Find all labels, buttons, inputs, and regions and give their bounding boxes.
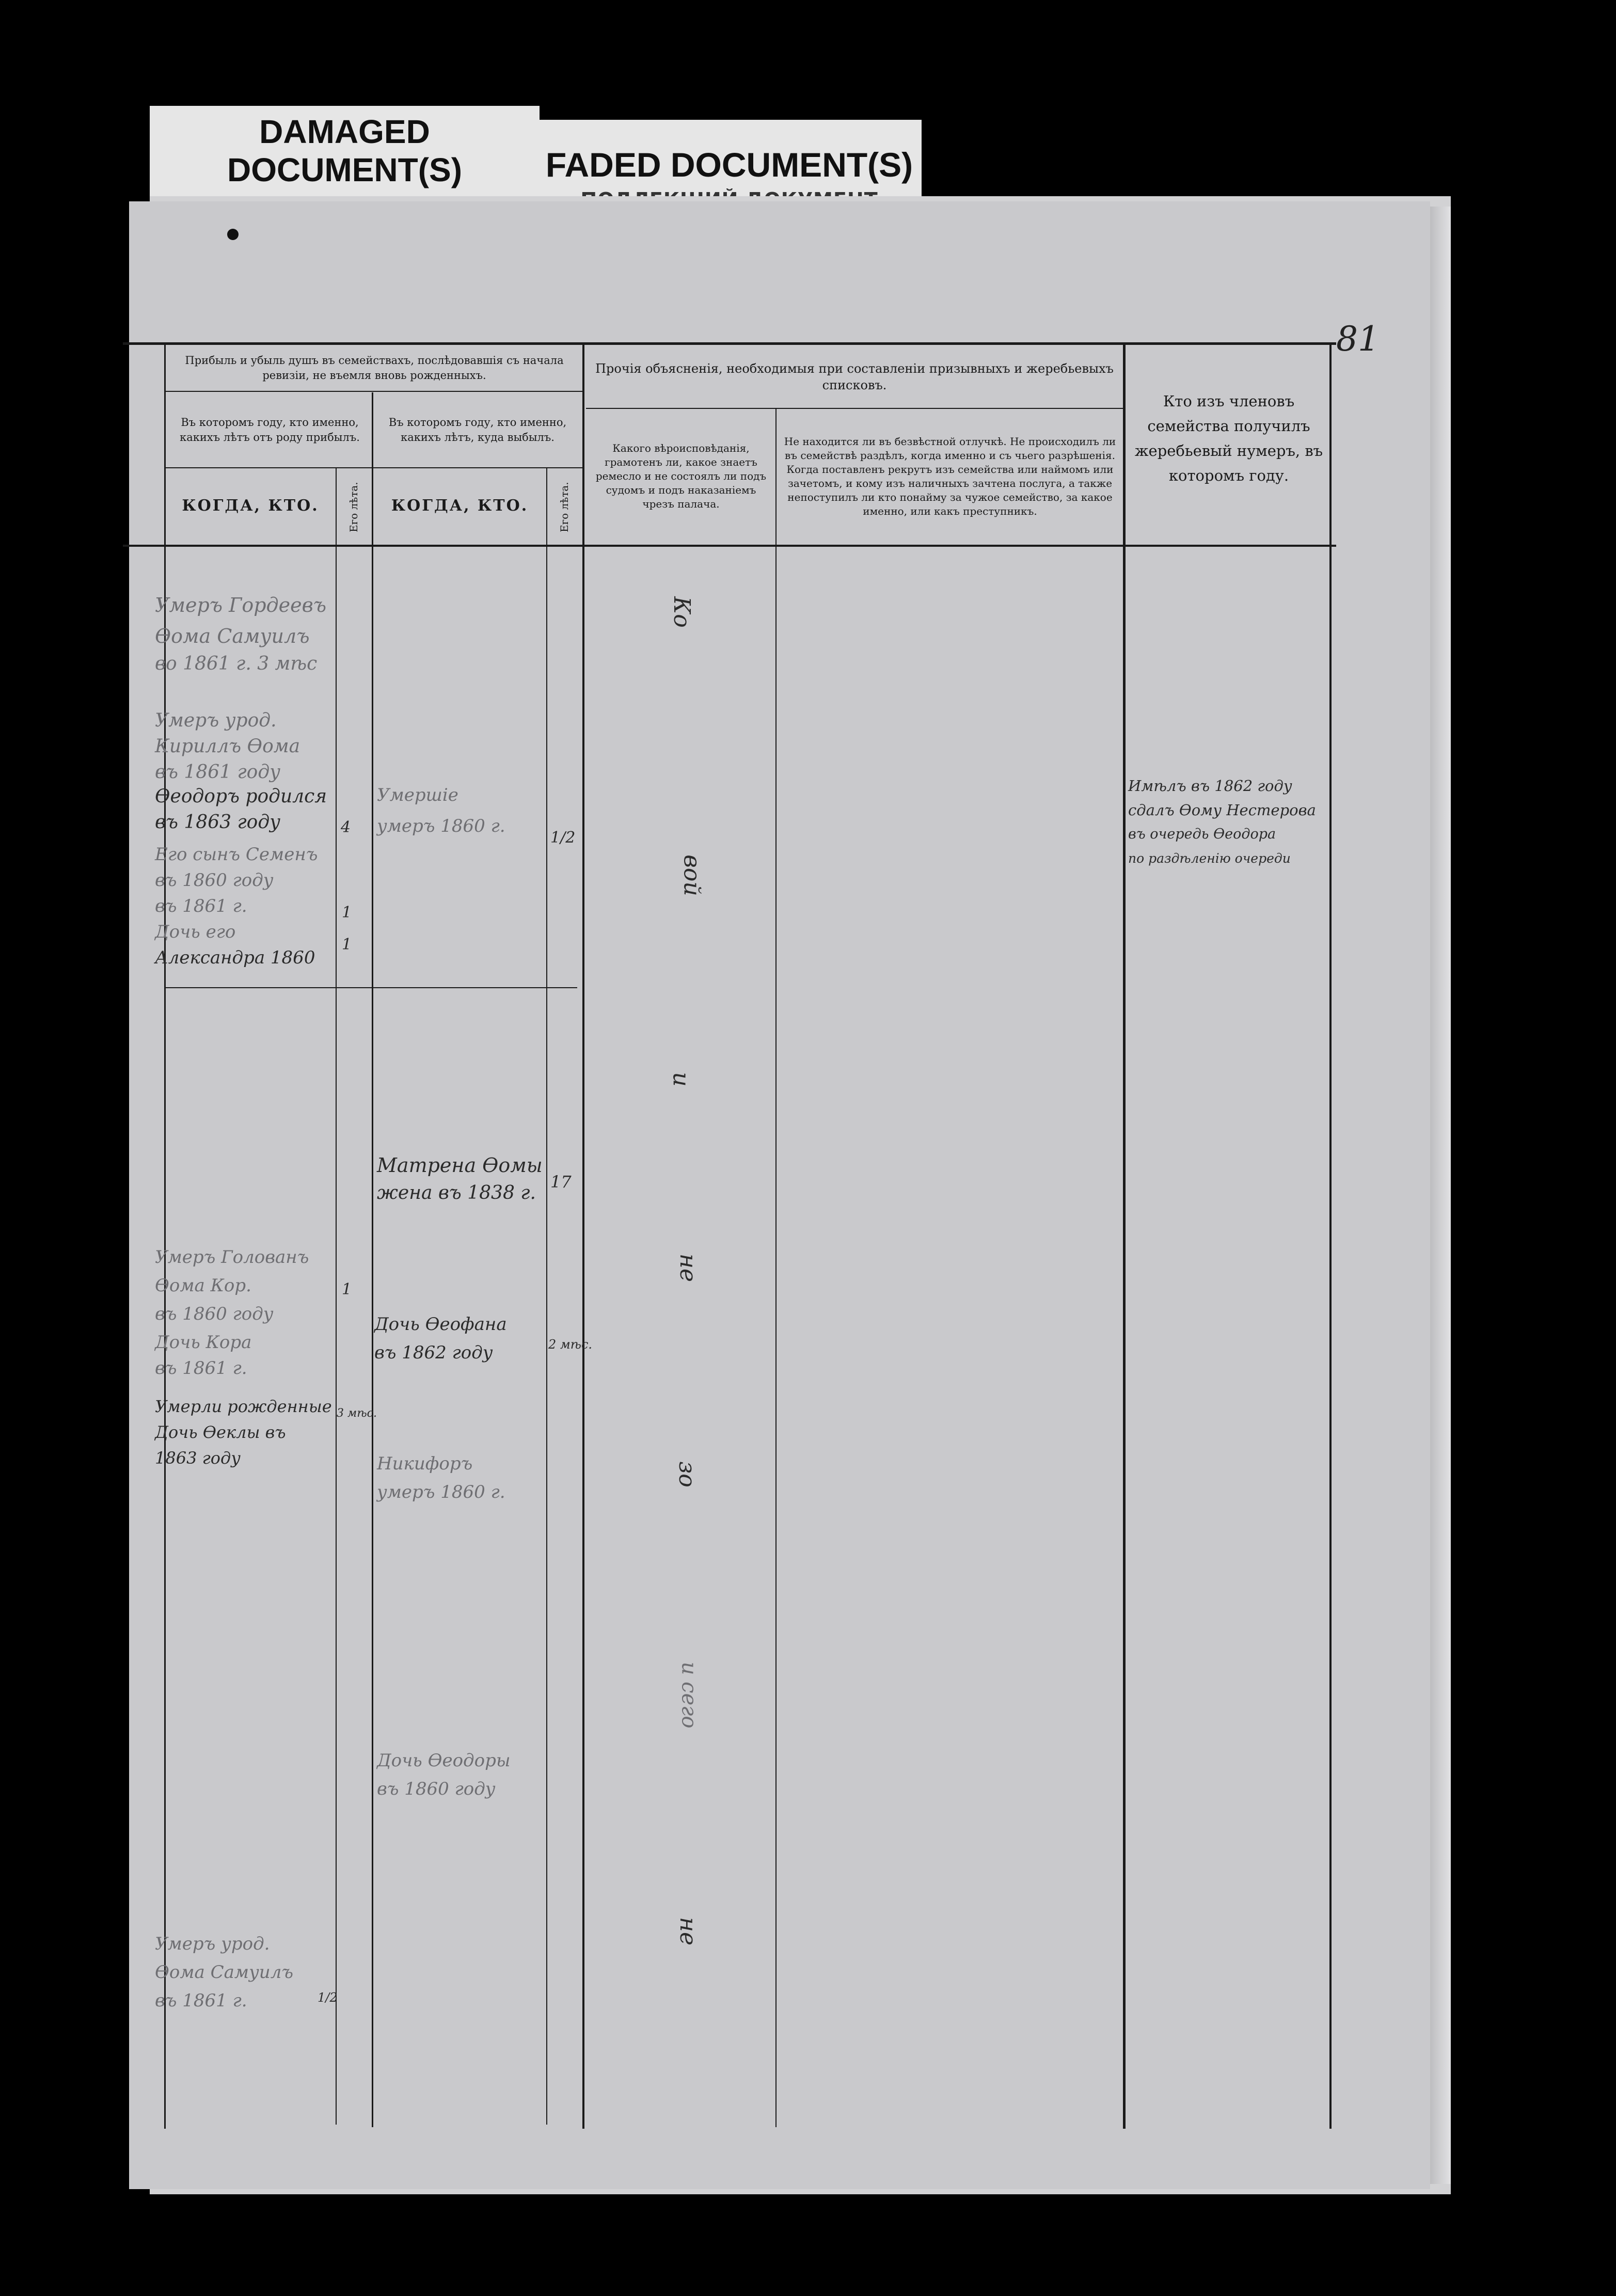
group-divider-rule [582, 342, 584, 2129]
entry-e1: Умеръ Голованъ [155, 1247, 309, 1268]
entry-e3: въ 1860 году [155, 1304, 274, 1324]
entry-h1: Никифоръ [377, 1453, 473, 1474]
binding-dot [227, 229, 239, 240]
damaged-label-line1: DAMAGED [259, 113, 430, 150]
lot-entry-1: Имѣлъ въ 1862 году [1128, 777, 1292, 795]
table-top-rule [123, 342, 1336, 345]
lot-header: Кто изъ членовъ семейства получилъ жеребьевый нумеръ, въ которомъ году. [1134, 392, 1323, 484]
arrived-when-who: КОГДА, КТО. [182, 496, 319, 515]
entry-e4: Дочь Кора [155, 1332, 252, 1353]
entry-b2: Кириллъ Ѳома [155, 736, 300, 757]
subheader-rule [164, 467, 582, 468]
entry-g2: Дочь Ѳеклы въ [155, 1422, 286, 1442]
entry-d1: Матрена Ѳомы [377, 1154, 543, 1177]
religion-mark-6: и сего [677, 1661, 701, 1729]
entry-a2: Ѳома Самуилъ [155, 625, 310, 647]
entry-g3: 1863 году [155, 1448, 241, 1468]
absence-header: Не находится ли въ безвѣстной отлучкѣ. Не происходилъ ли въ семействѣ раздѣлъ, когда именно и съ чьего разрѣшенія. Когда поставленъ рекрутъ изъ семейства или наймомъ или зачетомъ, и кому изъ наличныхъ зачтена послуга, а также непоступилъ ли кто понаймy за чужое семейство, за какое именно, или какъ преступникъ. [784, 435, 1116, 517]
group2-title: Прочія объясненія, необходимыя при составленіи призывныхъ и жеребьевыхъ списковъ. [595, 361, 1114, 392]
departed-age-header: Его лѣта. [558, 482, 571, 533]
religion-absence-rule [775, 408, 777, 2127]
religion-header: Какого вѣроисповѣданія, грамотенъ ли, какое знаетъ ремесло и не состоялъ ли подъ судомъ и подъ наказаніемъ чрезъ палача. [595, 442, 767, 510]
entry-e5: въ 1861 г. [155, 1358, 247, 1379]
departed-when-who: КОГДА, КТО. [391, 496, 529, 515]
lot-entry-3: въ очередь Ѳеодора [1128, 826, 1276, 842]
entry-b10: Александра 1860 [155, 947, 315, 968]
entry-d2: жена въ 1838 г. [377, 1182, 536, 1204]
entry-i2: въ 1860 году [377, 1779, 496, 1799]
religion-mark-7: не [675, 1917, 702, 1946]
section-divider-rule [164, 987, 577, 988]
age-mark-9: 1/2 [318, 1990, 338, 2005]
entry-j2: Ѳома Самуилъ [155, 1962, 294, 1983]
entry-f1: Дочь Ѳеофана [374, 1314, 507, 1335]
entry-h2: умеръ 1860 г. [377, 1482, 505, 1502]
entry-b5: въ 1863 году [155, 812, 281, 833]
age-mark-8: 3 мѣс. [337, 1407, 377, 1420]
lot-left-rule [1123, 342, 1126, 2129]
religion-mark-5: зо [673, 1461, 700, 1487]
group2-title-rule [586, 408, 1123, 409]
entry-c2: умеръ 1860 г. [377, 816, 505, 836]
damaged-label-line2: DOCUMENT(S) [227, 151, 463, 188]
entry-b6: Его сынъ Семенъ [155, 844, 318, 865]
entry-b3: въ 1861 году [155, 762, 281, 783]
entry-a1: Умеръ Гордеевъ [155, 594, 327, 616]
lot-entry-2: сдалъ Ѳому Нестерова [1128, 801, 1316, 819]
table-header-bottom-rule [123, 545, 1336, 547]
arrived-header: Въ которомъ году, кто именно, какихъ лѣтъ отъ роду прибылъ. [180, 416, 360, 444]
entry-b1: Умеръ урод. [155, 710, 277, 731]
age-mark-7: 2 мѣс. [548, 1337, 593, 1352]
entry-j1: Умеръ урод. [155, 1934, 270, 1954]
entry-b8: въ 1861 г. [155, 896, 247, 916]
age-mark-4: 1 [342, 936, 352, 954]
faded-label-text: FADED DOCUMENT(S) [545, 145, 913, 184]
age2-left-rule [546, 467, 547, 2125]
age-mark-3: 1 [342, 904, 352, 922]
religion-mark-3: и [668, 1072, 694, 1087]
entry-c1: Умершіе [377, 785, 458, 805]
religion-mark-1: Ко [668, 596, 695, 628]
age1-left-rule [336, 467, 337, 2125]
entry-i1: Дочь Ѳеодоры [377, 1750, 511, 1771]
entry-b9: Дочь его [155, 922, 236, 942]
folio-number: 81 [1336, 319, 1380, 359]
damaged-document-label [150, 106, 540, 196]
entry-a3: во 1861 г. 3 мѣс [155, 653, 318, 674]
entry-b7: въ 1860 году [155, 870, 274, 891]
age-mark-6: 1 [342, 1280, 352, 1299]
arrived-age-header: Его лѣта. [347, 482, 360, 533]
age-mark-1: 4 [341, 818, 351, 836]
entry-e2: Ѳома Кор. [155, 1275, 251, 1296]
arrived-departed-rule [372, 392, 373, 2127]
entry-g1: Умерли рожденные [155, 1397, 332, 1416]
lot-entry-4: по раздѣленію очереди [1128, 851, 1291, 866]
entry-f2: въ 1862 году [374, 1342, 493, 1363]
religion-mark-2: вой [678, 854, 705, 896]
entry-b4: Ѳеодоръ родился [155, 786, 327, 807]
religion-mark-4: не [675, 1253, 702, 1282]
entry-j3: въ 1861 г. [155, 1990, 247, 2011]
age-mark-5: 17 [550, 1172, 572, 1192]
group1-title: Прибыль и убыль душъ въ семействахъ, послѣдовавшія съ начала ревизіи, не въемля вновь рожденныхъ. [185, 354, 564, 382]
departed-header: Въ которомъ году, кто именно, какихъ лѣтъ, куда выбылъ. [388, 416, 567, 444]
age-mark-2: 1/2 [550, 829, 576, 847]
right-border-rule [1329, 342, 1332, 2129]
group1-title-rule [164, 391, 582, 392]
